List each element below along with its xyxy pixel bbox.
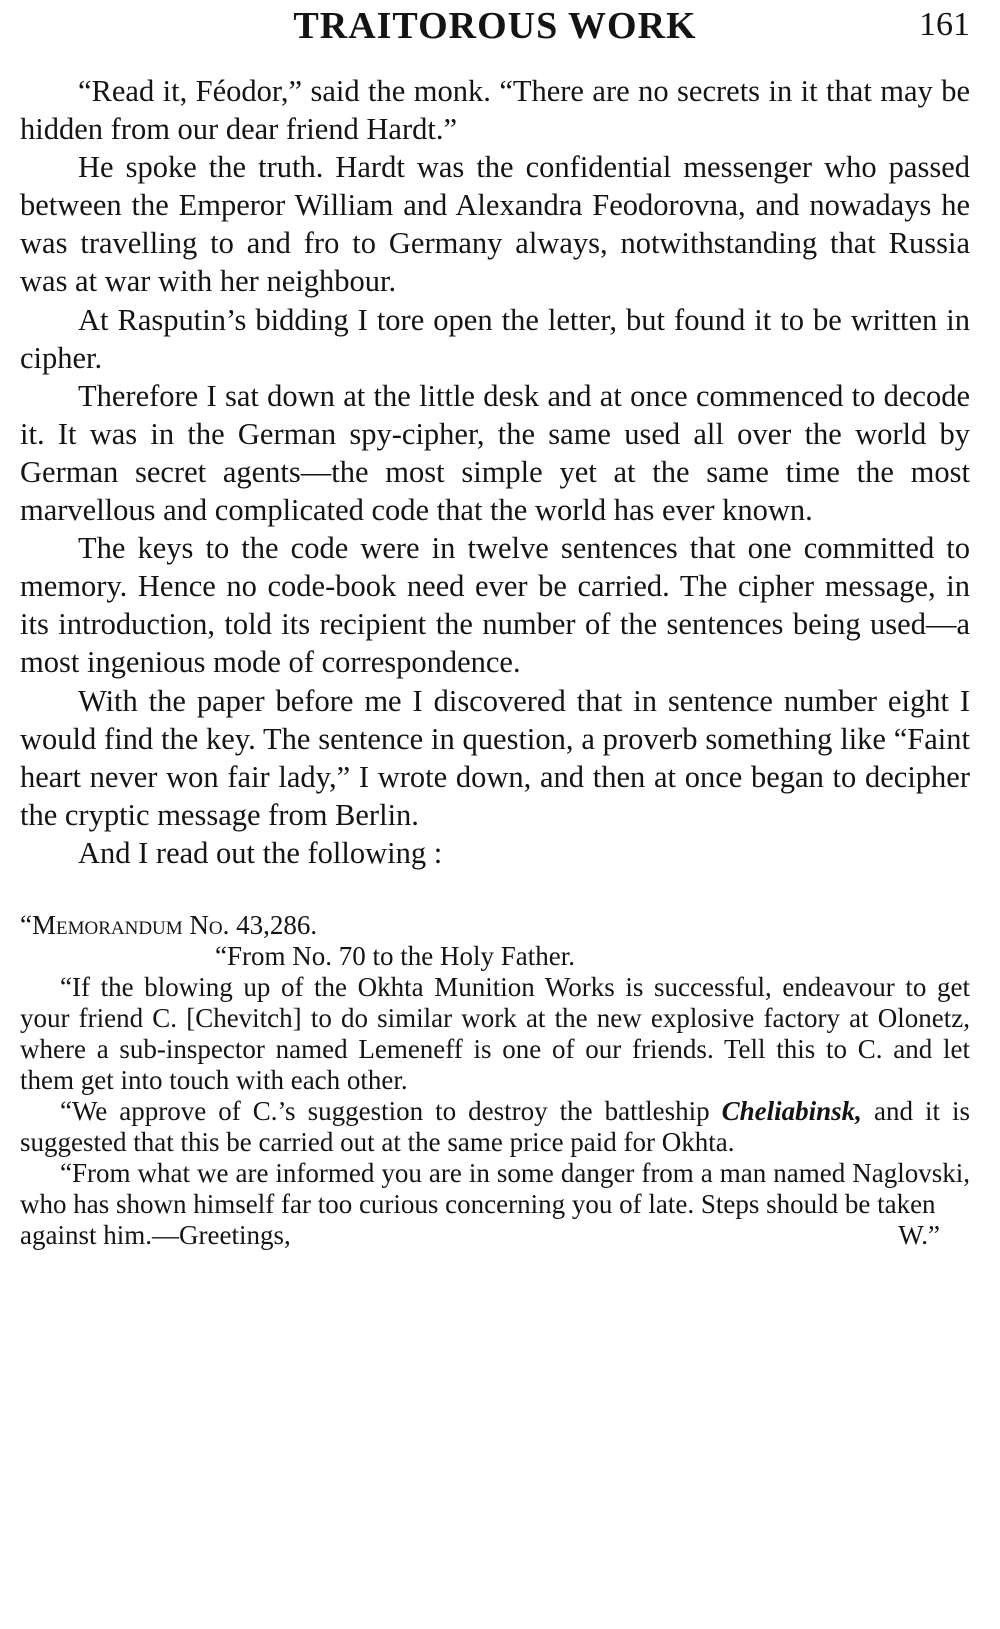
paragraph: Therefore I sat down at the little desk and at once commenced to decode it. It was in the German spy-cipher, the same used all over the world by German secret agents—the most simple yet at the same time the most marvellous and complicated code that the world has ever known. (20, 378, 970, 528)
memo-text: “We approve of C.’s suggestion to destroy the battleship (60, 1095, 722, 1126)
memo-title (20, 910, 970, 941)
memo-paragraph: “From what we are informed you are in some danger from a man named Naglovski, who has shown himself far too curious concerning you of late. Steps should be taken (20, 1157, 970, 1219)
running-title: TRAITOROUS WORK (293, 5, 697, 47)
paragraph: At Rasputin’s bidding I tore open the letter, but found it to be written in cipher. (20, 302, 970, 375)
memo-title-text: “Memorandum No. 43,286. (20, 909, 318, 940)
paragraph: The keys to the code were in twelve sentences that one committed to memory. Hence no code-book need ever be carried. The cipher message, in its introduction, told its recipient the number of the sentences being used—a most ingenious mode of correspondence. (20, 531, 970, 680)
memo-signoff (20, 1220, 970, 1251)
memo-text: and it is suggested that this be carried out at the same price paid for Okhta. (20, 1095, 970, 1157)
paragraph: And I read out the following : (78, 835, 443, 870)
memo-paragraph: “If the blowing up of the Okhta Munition Works is successful, endeavour to get your friend C. [Chevitch] to do similar work at the new explosive factory at Olonetz, where a sub-inspector named Lemeneff is one of our friends. Tell this to C. and let them get into touch with each other. (20, 971, 970, 1095)
body-text (20, 72, 970, 872)
paragraph: He spoke the truth. Hardt was the confidential messenger who passed between the Emperor William and Alexandra Feodorovna, and nowadays he was travelling to and fro to Germany always, notwithstanding that Russia was at war with her neighbour. (20, 150, 970, 299)
section-gap (20, 872, 970, 910)
page-number: 161 (919, 6, 970, 43)
paragraph: With the paper before me I discovered that in sentence number eight I would find the key. The sentence in question, a proverb something like “Faint heart never won fair lady,” I wrote down, and then at once began to decipher the cryptic message from Berlin. (20, 683, 970, 832)
paragraph: “Read it, Féodor,” said the monk. “There are no secrets in it that may be hidden from our dear friend Hardt.” (20, 74, 970, 147)
memo-closing: against him.—Greetings, (20, 1219, 291, 1250)
memo-from-line: “From No. 70 to the Holy Father. (215, 940, 575, 971)
book-page (20, 0, 970, 1251)
memorandum (20, 910, 970, 1251)
running-head (20, 0, 970, 52)
memo-signature: W.” (898, 1219, 940, 1250)
ship-name: Cheliabinsk, (721, 1095, 862, 1126)
memo-paragraph (20, 1096, 970, 1158)
